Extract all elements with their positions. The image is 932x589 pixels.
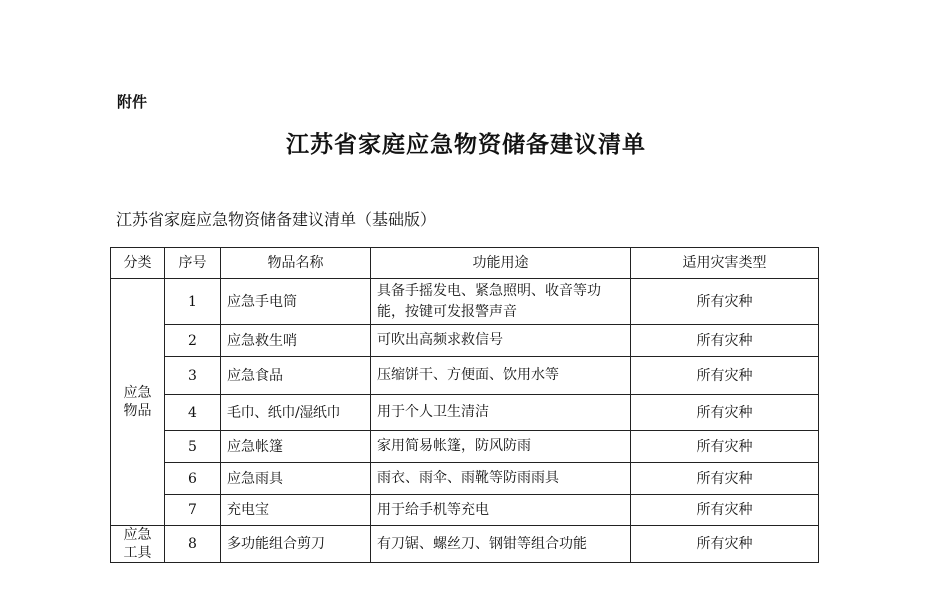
table-row	[111, 395, 819, 431]
emergency-supplies-table	[110, 247, 819, 563]
item-hazard-type: 所有灾种	[631, 325, 819, 357]
item-function: 雨衣、雨伞、雨靴等防雨雨具	[371, 463, 631, 495]
row-number: 1	[165, 279, 221, 325]
item-hazard-type: 所有灾种	[631, 526, 819, 563]
item-hazard-type: 所有灾种	[631, 495, 819, 526]
item-name: 毛巾、纸巾/湿纸巾	[221, 395, 371, 431]
row-number: 5	[165, 431, 221, 463]
item-hazard-type: 所有灾种	[631, 395, 819, 431]
row-number: 6	[165, 463, 221, 495]
item-function: 用于个人卫生清洁	[371, 395, 631, 431]
attachment-label: 附件	[117, 93, 148, 111]
item-function: 家用简易帐篷，防风防雨	[371, 431, 631, 463]
row-number: 2	[165, 325, 221, 357]
item-name: 应急雨具	[221, 463, 371, 495]
table-row	[111, 495, 819, 526]
item-function: 有刀锯、螺丝刀、钢钳等组合功能	[371, 526, 631, 563]
table-row	[111, 325, 819, 357]
table-row	[111, 279, 819, 325]
item-hazard-type: 所有灾种	[631, 431, 819, 463]
header-function: 功能用途	[371, 248, 631, 279]
item-name: 应急帐篷	[221, 431, 371, 463]
table-row	[111, 526, 819, 563]
table-row	[111, 431, 819, 463]
item-name: 应急食品	[221, 357, 371, 395]
item-name: 应急救生哨	[221, 325, 371, 357]
row-number: 4	[165, 395, 221, 431]
item-function: 压缩饼干、方便面、饮用水等	[371, 357, 631, 395]
table-header-row	[111, 248, 819, 279]
item-name: 应急手电筒	[221, 279, 371, 325]
category-label: 应急物品	[123, 385, 152, 419]
row-number: 3	[165, 357, 221, 395]
item-function: 具备手摇发电、紧急照明、收音等功能，按键可发报警声音	[371, 279, 631, 325]
item-function: 用于给手机等充电	[371, 495, 631, 526]
category-cell	[111, 526, 165, 563]
table-row	[111, 463, 819, 495]
item-name: 多功能组合剪刀	[221, 526, 371, 563]
table-caption: 江苏省家庭应急物资储备建议清单（基础版）	[116, 210, 437, 229]
row-number: 7	[165, 495, 221, 526]
document-title: 江苏省家庭应急物资储备建议清单	[286, 131, 646, 158]
row-number: 8	[165, 526, 221, 563]
item-function: 可吹出高频求救信号	[371, 325, 631, 357]
item-hazard-type: 所有灾种	[631, 279, 819, 325]
header-category: 分类	[111, 248, 165, 279]
item-name: 充电宝	[221, 495, 371, 526]
header-number: 序号	[165, 248, 221, 279]
category-label: 应急工具	[123, 527, 152, 561]
header-item-name: 物品名称	[221, 248, 371, 279]
table-row	[111, 357, 819, 395]
item-hazard-type: 所有灾种	[631, 463, 819, 495]
header-hazard-type: 适用灾害类型	[631, 248, 819, 279]
category-cell	[111, 279, 165, 526]
item-hazard-type: 所有灾种	[631, 357, 819, 395]
